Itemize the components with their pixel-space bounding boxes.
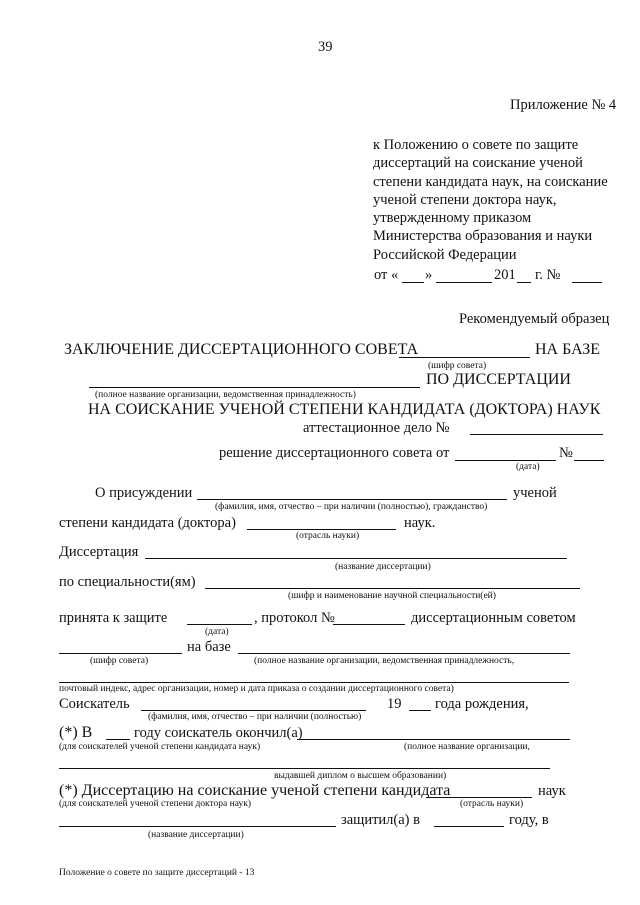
award-label: О присуждении (95, 485, 193, 501)
order-day-field[interactable] (402, 282, 424, 283)
caption-base-organization: (полное название организации, ведомственная принадлежность, (254, 656, 515, 666)
decision-number-field[interactable] (574, 460, 604, 461)
caption-doctoral-title: (название диссертации) (148, 830, 244, 840)
caption-acceptance-date: (дата) (205, 627, 229, 637)
header-degree-line: НА СОИСКАНИЕ УЧЕНОЙ СТЕПЕНИ КАНДИДАТА (ДОКТОРА) НАУК (88, 401, 601, 418)
award-uchenoy: ученой (513, 485, 557, 501)
diploma-org-field[interactable] (59, 768, 550, 769)
conclusion-title: ЗАКЛЮЧЕНИЕ ДИССЕРТАЦИОННОГО СОВЕТА (64, 341, 419, 358)
order-year-field[interactable] (517, 282, 531, 283)
specialty-field[interactable] (205, 588, 580, 589)
graduation-year-field[interactable] (106, 739, 130, 740)
appendix-line: утвержденному приказом (373, 210, 532, 227)
defended-label: защитил(а) в (341, 812, 420, 828)
caption-awardee-name: (фамилия, имя, отчество – при наличии (полностью), гражданство) (215, 502, 488, 512)
awardee-name-field[interactable] (197, 499, 507, 500)
recommended-sample: Рекомендуемый образец (459, 311, 610, 327)
council-code-field-2[interactable] (59, 653, 182, 654)
order-date-from: от « (374, 267, 399, 283)
dissertation-title-field[interactable] (145, 558, 567, 559)
doctoral-title-field[interactable] (59, 826, 336, 827)
acceptance-date-field[interactable] (187, 624, 252, 625)
order-number-label: г. № (535, 267, 561, 283)
appendix-reference (373, 136, 608, 264)
page-footer: Положение о совете по защите диссертаций - 13 (59, 868, 255, 878)
caption-organization: (полное название организации, ведомственная принадлежность) (95, 390, 356, 400)
degree-label: степени кандидата (доктора) (59, 515, 236, 531)
appendix-line: степени кандидата наук, на соискание (373, 173, 608, 190)
caption-specialty: (шифр и наименование научной специальности(ей) (288, 591, 496, 601)
order-number-field[interactable] (572, 282, 602, 283)
birth-label: года рождения, (435, 696, 529, 712)
accepted-label: принята к защите (59, 610, 168, 626)
base-organization-field[interactable] (238, 653, 570, 654)
order-date-quote: » (425, 267, 433, 283)
protocol-number-field[interactable] (333, 624, 405, 625)
caption-council-code: (шифр совета) (428, 361, 487, 371)
decision-number-label: № (559, 445, 573, 461)
applicant-label: Соискатель (59, 696, 130, 712)
graduation-star: (*) В (59, 724, 93, 741)
base-label: на базе (187, 639, 231, 655)
caption-doctoral: (для соискателей ученой степени доктора наук) (59, 799, 251, 809)
appendix-line: Министерства образования и науки (373, 228, 593, 245)
appendix-line: диссертаций на соискание ученой (373, 155, 583, 172)
organization-address-field[interactable] (59, 682, 569, 683)
caption-science-branch: (отрасль науки) (296, 531, 360, 541)
caption-organization-address: почтовый индекс, адрес организации, номер и дата приказа о создании диссертационного совета) (59, 684, 454, 694)
graduation-label: году соискатель окончил(а) (134, 725, 303, 741)
appendix-line: ученой степени доктора наук, (373, 191, 557, 208)
council-decision-label: решение диссертационного совета от (219, 445, 450, 461)
graduation-org-field[interactable] (297, 739, 570, 740)
caption-dissertation-title: (название диссертации) (335, 562, 431, 572)
organization-field[interactable] (89, 387, 420, 388)
science-branch-field[interactable] (247, 529, 396, 530)
caption-candidate: (для соискателей ученой степени кандидата наук) (59, 742, 261, 752)
page-number: 39 (318, 39, 333, 55)
doctoral-nauk: наук (538, 783, 566, 799)
decision-date-field[interactable] (455, 460, 556, 461)
header-na-baze: НА БАЗЕ (535, 341, 601, 358)
appendix-title: Приложение № 4 (510, 97, 617, 113)
caption-graduation-org: (полное название организации, (404, 742, 530, 752)
birth-year-field[interactable] (409, 710, 431, 711)
appendix-line: Российской Федерации (373, 246, 517, 263)
caption-applicant-name: (фамилия, имя, отчество – при наличии (полностью) (148, 712, 362, 722)
caption-doctoral-branch: (отрасль науки) (460, 799, 524, 809)
protocol-label: , протокол № (254, 610, 335, 626)
doctoral-branch-field[interactable] (426, 797, 532, 798)
doctoral-line: (*) Диссертацию на соискание ученой степени кандидата (59, 782, 451, 799)
header-po-dissertatsii: ПО ДИССЕРТАЦИИ (426, 371, 571, 388)
case-number-label: аттестационное дело № (303, 420, 450, 436)
applicant-name-field[interactable] (141, 710, 366, 711)
case-number-field[interactable] (470, 434, 603, 435)
order-year-prefix: 201 (494, 267, 516, 283)
defended-year-in: году, в (509, 812, 549, 828)
birth-nineteen: 19 (387, 696, 402, 712)
order-month-field[interactable] (436, 282, 492, 283)
dissertation-label: Диссертация (59, 544, 139, 560)
caption-diploma: выдавшей диплом о высшем образовании) (274, 771, 447, 781)
specialty-label: по специальности(ям) (59, 574, 196, 590)
degree-nauk: наук. (404, 515, 436, 531)
dissertation-council-label: диссертационным советом (411, 610, 576, 626)
defended-year-field[interactable] (434, 826, 504, 827)
council-code-field[interactable] (399, 357, 530, 358)
appendix-line: к Положению о совете по защите (373, 137, 579, 153)
caption-decision-date: (дата) (516, 462, 540, 472)
caption-council-code-2: (шифр совета) (90, 656, 149, 666)
